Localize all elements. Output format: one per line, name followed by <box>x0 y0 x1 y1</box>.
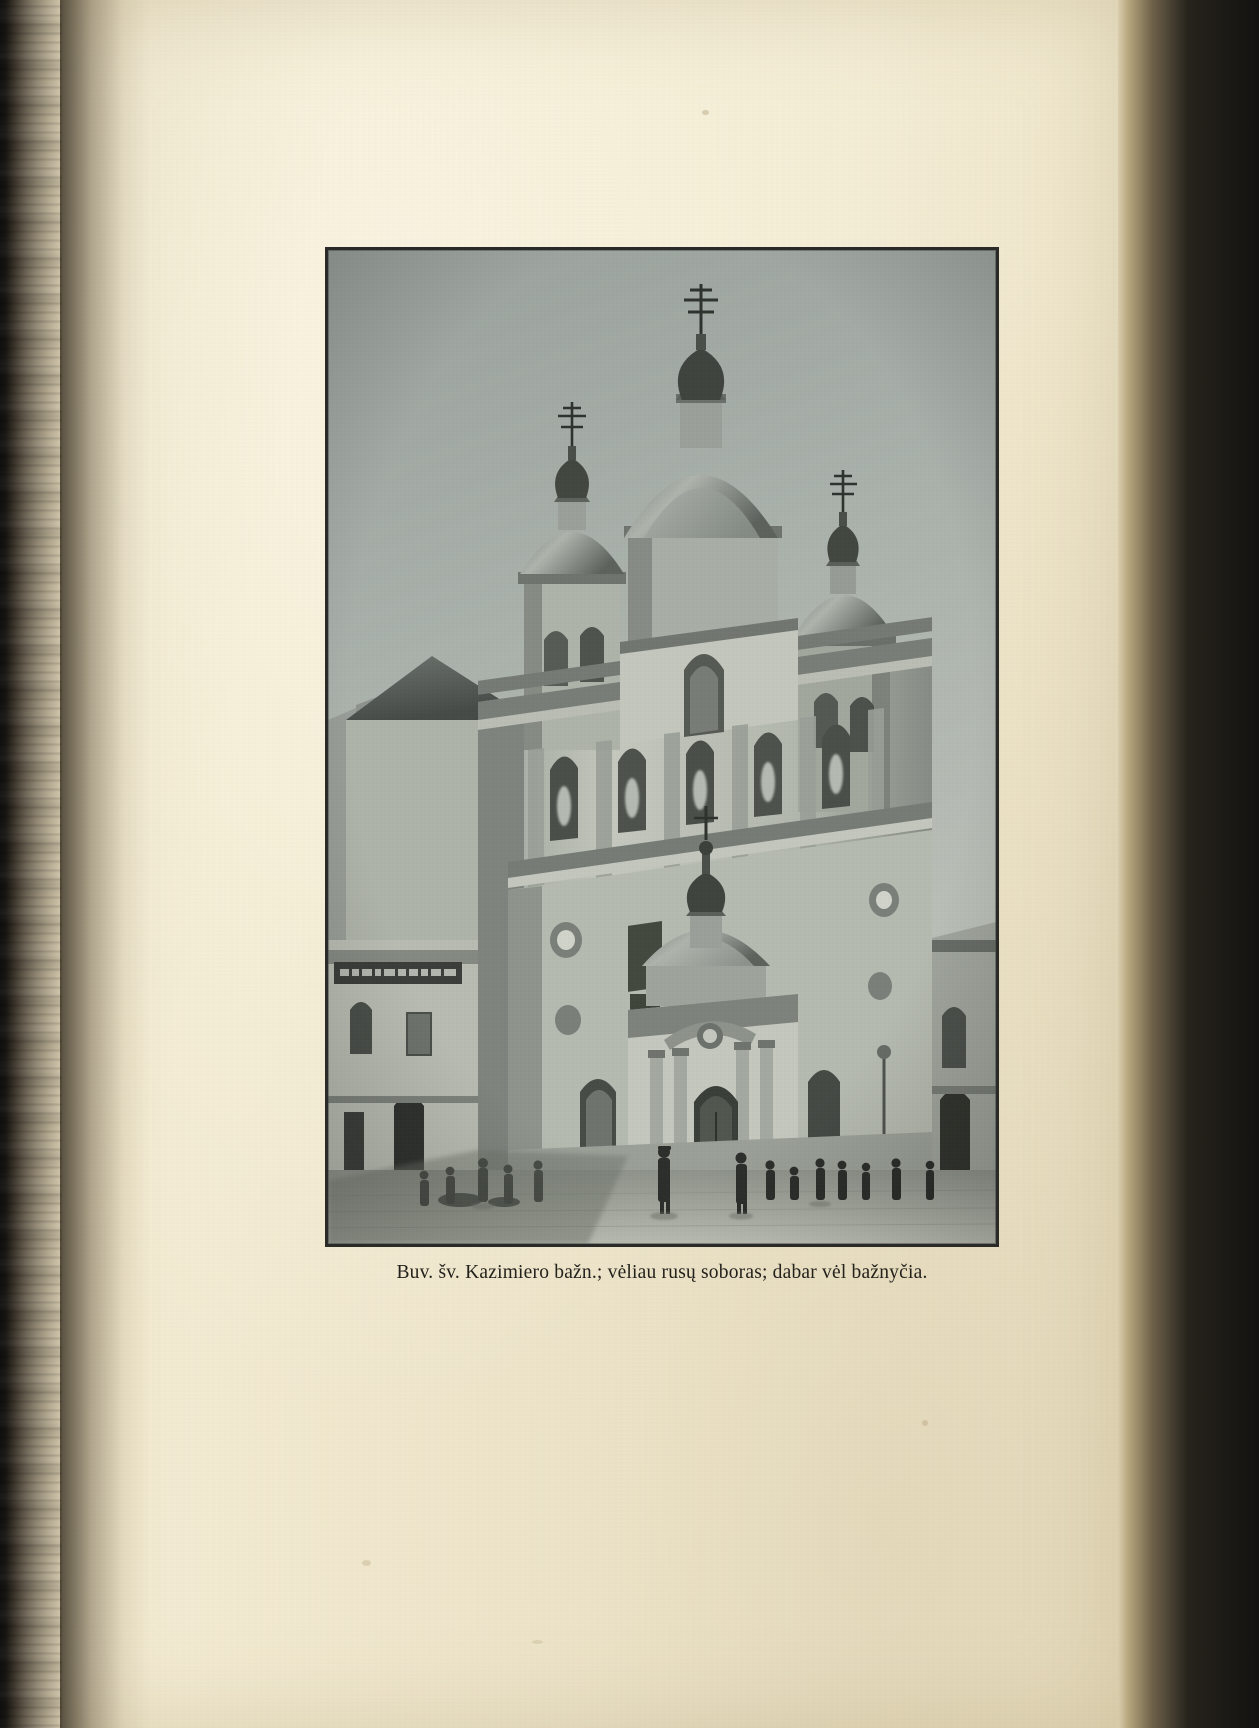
book-page <box>62 0 1122 1728</box>
foxing-spot <box>922 1420 928 1426</box>
foxing-spot <box>362 1560 371 1566</box>
scanner-bed-right <box>1118 0 1259 1728</box>
plate-caption: Buv. šv. Kazimiero bažn.; vėliau rusų soboras; dabar vėl bažnyčia. <box>396 1262 928 1283</box>
photo-plate <box>325 247 999 1247</box>
foxing-spot <box>532 1640 543 1644</box>
photograph <box>328 250 996 1244</box>
foxing-spot <box>702 110 709 115</box>
